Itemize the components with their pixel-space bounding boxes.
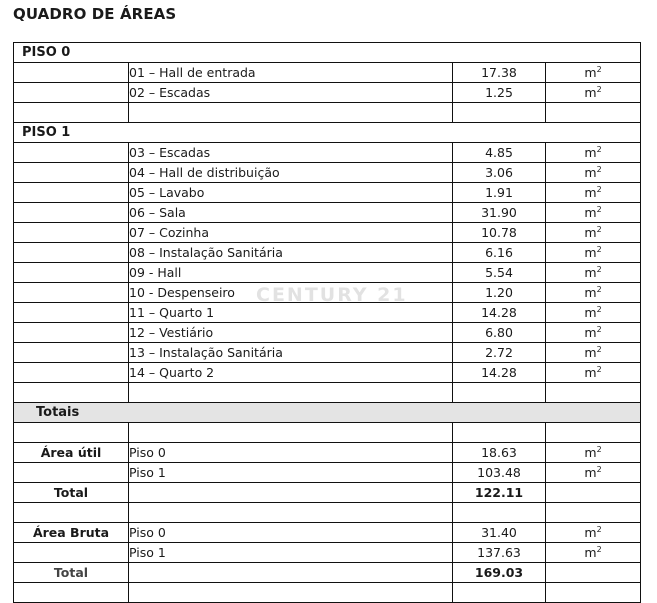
empty-cell <box>14 103 129 123</box>
empty-cell <box>14 163 129 183</box>
empty-cell <box>14 303 129 323</box>
empty-cell <box>14 343 129 363</box>
unit-cell <box>546 443 641 463</box>
empty-cell <box>14 323 129 343</box>
spacer-row <box>14 103 641 123</box>
unit-label: m <box>584 304 597 320</box>
empty-cell <box>453 103 546 123</box>
floor-label: Piso 1 <box>129 543 453 563</box>
unit-superscript: 2 <box>596 464 602 474</box>
floor-label: Piso 0 <box>129 523 453 543</box>
room-row <box>14 163 641 183</box>
empty-cell <box>129 563 453 583</box>
empty-cell <box>453 423 546 443</box>
unit-cell <box>546 343 641 363</box>
watermark: CENTURY 21 <box>256 284 408 306</box>
unit-label: m <box>584 144 597 160</box>
room-area: 14.28 <box>453 303 546 323</box>
room-name: 01 – Hall de entrada <box>129 63 453 83</box>
unit-cell <box>546 243 641 263</box>
unit-label: m <box>584 84 597 100</box>
empty-cell <box>453 583 546 603</box>
section-header-row <box>14 123 641 143</box>
section-header-row <box>14 403 641 423</box>
spacer-row <box>14 583 641 603</box>
unit-superscript: 2 <box>596 544 602 554</box>
unit-cell <box>546 203 641 223</box>
section-header-row <box>14 43 641 63</box>
empty-cell <box>14 383 129 403</box>
empty-cell <box>14 503 129 523</box>
room-name: 13 – Instalação Sanitária <box>129 343 453 363</box>
total-value: 169.03 <box>453 563 546 583</box>
room-row <box>14 303 641 323</box>
room-name: 07 – Cozinha <box>129 223 453 243</box>
unit-cell <box>546 323 641 343</box>
floor-area: 137.63 <box>453 543 546 563</box>
unit-cell <box>546 543 641 563</box>
empty-cell <box>129 483 453 503</box>
unit-superscript: 2 <box>596 84 602 94</box>
total-group-label: Área útil <box>14 443 129 463</box>
empty-cell <box>546 563 641 583</box>
room-row <box>14 323 641 343</box>
unit-superscript: 2 <box>596 164 602 174</box>
total-label: Total <box>14 483 129 503</box>
unit-cell <box>546 223 641 243</box>
area-bruta-total-row <box>14 563 641 583</box>
section-header: PISO 0 <box>14 43 641 63</box>
room-area: 17.38 <box>453 63 546 83</box>
empty-cell <box>14 63 129 83</box>
empty-cell <box>14 283 129 303</box>
unit-superscript: 2 <box>596 224 602 234</box>
unit-superscript: 2 <box>596 444 602 454</box>
area-util-total-row <box>14 483 641 503</box>
unit-label: m <box>584 324 597 340</box>
room-name: 02 – Escadas <box>129 83 453 103</box>
room-name: 05 – Lavabo <box>129 183 453 203</box>
room-area: 14.28 <box>453 363 546 383</box>
unit-label: m <box>584 264 597 280</box>
unit-superscript: 2 <box>596 344 602 354</box>
empty-cell <box>453 503 546 523</box>
unit-label: m <box>584 344 597 360</box>
empty-cell <box>129 383 453 403</box>
empty-cell <box>453 383 546 403</box>
empty-cell <box>14 463 129 483</box>
spacer-row <box>14 383 641 403</box>
area-bruta-piso0-row <box>14 523 641 543</box>
unit-cell <box>546 303 641 323</box>
room-row <box>14 183 641 203</box>
room-area: 6.80 <box>453 323 546 343</box>
empty-cell <box>129 423 453 443</box>
floor-label: Piso 1 <box>129 463 453 483</box>
empty-cell <box>14 143 129 163</box>
unit-label: m <box>584 64 597 80</box>
empty-cell <box>546 503 641 523</box>
empty-cell <box>546 423 641 443</box>
document-title: QUADRO DE ÁREAS <box>13 5 177 23</box>
unit-cell <box>546 263 641 283</box>
room-name: 08 – Instalação Sanitária <box>129 243 453 263</box>
empty-cell <box>14 543 129 563</box>
unit-superscript: 2 <box>596 244 602 254</box>
unit-cell <box>546 183 641 203</box>
room-area: 5.54 <box>453 263 546 283</box>
room-area: 2.72 <box>453 343 546 363</box>
section-header: PISO 1 <box>14 123 641 143</box>
unit-superscript: 2 <box>596 144 602 154</box>
empty-cell <box>129 583 453 603</box>
room-name: 12 – Vestiário <box>129 323 453 343</box>
unit-cell <box>546 283 641 303</box>
room-row <box>14 343 641 363</box>
room-name: 10 - Despenseiro <box>129 283 453 303</box>
room-name: 04 – Hall de distribuição <box>129 163 453 183</box>
unit-cell <box>546 523 641 543</box>
spacer-row <box>14 423 641 443</box>
room-row <box>14 143 641 163</box>
unit-superscript: 2 <box>596 364 602 374</box>
unit-superscript: 2 <box>596 284 602 294</box>
area-util-piso0-row <box>14 443 641 463</box>
unit-label: m <box>584 464 597 480</box>
unit-label: m <box>584 184 597 200</box>
empty-cell <box>14 243 129 263</box>
empty-cell <box>546 483 641 503</box>
floor-label: Piso 0 <box>129 443 453 463</box>
spacer-row <box>14 503 641 523</box>
areas-table-body <box>14 43 641 603</box>
area-util-piso1-row <box>14 463 641 483</box>
unit-label: m <box>584 544 597 560</box>
room-area: 3.06 <box>453 163 546 183</box>
area-bruta-piso1-row <box>14 543 641 563</box>
unit-cell <box>546 143 641 163</box>
room-row <box>14 83 641 103</box>
room-name: 11 – Quarto 1 <box>129 303 453 323</box>
room-area: 1.25 <box>453 83 546 103</box>
unit-label: m <box>584 204 597 220</box>
room-name: 03 – Escadas <box>129 143 453 163</box>
room-row <box>14 283 641 303</box>
unit-superscript: 2 <box>596 184 602 194</box>
floor-area: 18.63 <box>453 443 546 463</box>
floor-area: 103.48 <box>453 463 546 483</box>
room-row <box>14 203 641 223</box>
unit-cell <box>546 363 641 383</box>
empty-cell <box>546 383 641 403</box>
empty-cell <box>129 103 453 123</box>
unit-label: m <box>584 164 597 180</box>
unit-label: m <box>584 444 597 460</box>
unit-superscript: 2 <box>596 204 602 214</box>
unit-label: m <box>584 284 597 300</box>
empty-cell <box>14 423 129 443</box>
room-row <box>14 223 641 243</box>
unit-cell <box>546 163 641 183</box>
empty-cell <box>546 103 641 123</box>
room-area: 4.85 <box>453 143 546 163</box>
room-row <box>14 263 641 283</box>
empty-cell <box>14 203 129 223</box>
unit-superscript: 2 <box>596 524 602 534</box>
empty-cell <box>546 583 641 603</box>
room-area: 31.90 <box>453 203 546 223</box>
room-row <box>14 243 641 263</box>
unit-cell <box>546 463 641 483</box>
unit-label: m <box>584 244 597 260</box>
unit-label: m <box>584 524 597 540</box>
unit-superscript: 2 <box>596 64 602 74</box>
empty-cell <box>14 183 129 203</box>
floor-area: 31.40 <box>453 523 546 543</box>
room-row <box>14 363 641 383</box>
section-header: Totais <box>14 403 641 423</box>
room-area: 1.91 <box>453 183 546 203</box>
room-area: 1.20 <box>453 283 546 303</box>
empty-cell <box>14 223 129 243</box>
total-label: Total <box>14 563 129 583</box>
total-value: 122.11 <box>453 483 546 503</box>
room-name: 09 - Hall <box>129 263 453 283</box>
empty-cell <box>14 83 129 103</box>
empty-cell <box>14 263 129 283</box>
total-group-label: Área Bruta <box>14 523 129 543</box>
unit-superscript: 2 <box>596 304 602 314</box>
empty-cell <box>14 583 129 603</box>
unit-cell <box>546 83 641 103</box>
empty-cell <box>14 363 129 383</box>
areas-table <box>13 42 641 603</box>
room-name: 06 – Sala <box>129 203 453 223</box>
room-row <box>14 63 641 83</box>
unit-superscript: 2 <box>596 324 602 334</box>
unit-superscript: 2 <box>596 264 602 274</box>
room-area: 6.16 <box>453 243 546 263</box>
room-area: 10.78 <box>453 223 546 243</box>
unit-label: m <box>584 224 597 240</box>
empty-cell <box>129 503 453 523</box>
unit-label: m <box>584 364 597 380</box>
room-name: 14 – Quarto 2 <box>129 363 453 383</box>
unit-cell <box>546 63 641 83</box>
